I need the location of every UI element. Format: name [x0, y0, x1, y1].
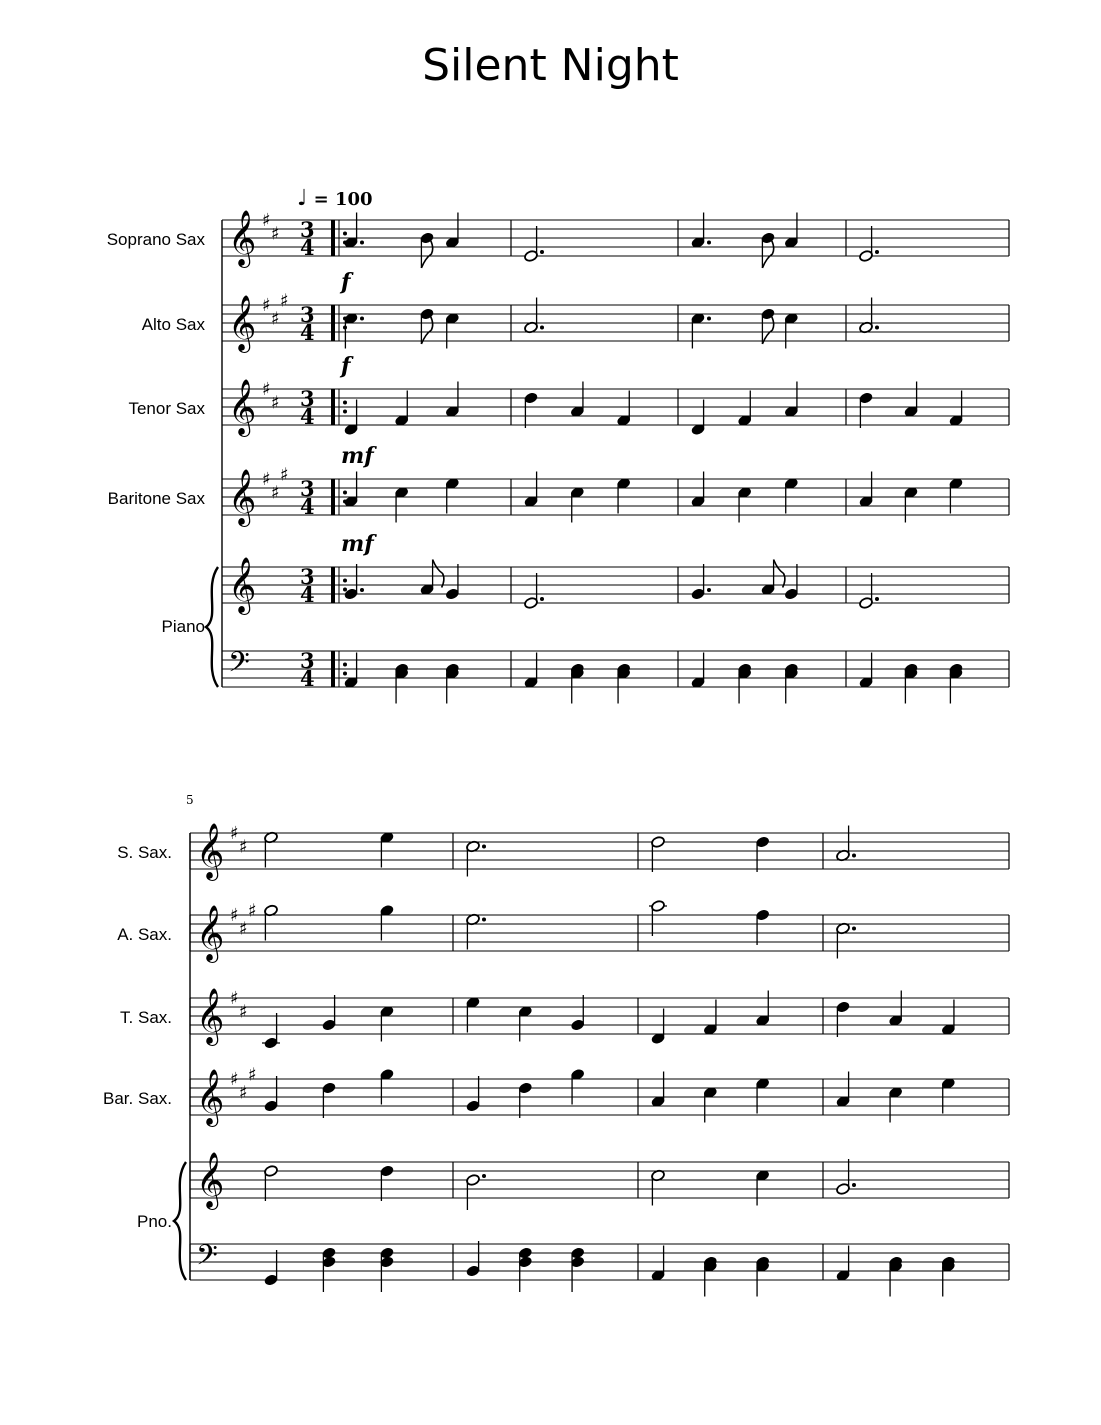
time-signature-bottom: 4	[300, 494, 315, 519]
dynamic-marking: mf	[341, 531, 374, 557]
instrument-name: Baritone Sax	[107, 489, 205, 508]
treble-clef-icon: 𝄞	[228, 469, 257, 525]
note	[518, 1005, 533, 1041]
note	[949, 391, 964, 427]
sharp-icon: ♯	[280, 464, 289, 486]
augmentation-dot	[540, 250, 544, 254]
note	[949, 477, 964, 513]
note	[466, 1174, 486, 1210]
note	[784, 213, 799, 249]
sharp-icon: ♯	[230, 988, 239, 1009]
time-signature-top: 3	[300, 648, 315, 673]
note	[941, 1000, 956, 1036]
note	[651, 1169, 666, 1205]
note	[322, 1247, 337, 1292]
sharp-icon: ♯	[230, 1069, 239, 1090]
note	[264, 831, 279, 867]
note	[784, 663, 799, 704]
augmentation-dot	[482, 918, 486, 922]
time-signature-top: 3	[300, 564, 315, 589]
note	[420, 308, 435, 344]
repeat-dot	[343, 232, 347, 236]
repeat-thick-bar	[331, 220, 335, 256]
note	[380, 1165, 395, 1201]
sharp-icon: ♯	[239, 1082, 248, 1104]
treble-clef-icon: 𝄞	[196, 1152, 225, 1208]
note	[691, 653, 706, 689]
note	[344, 653, 359, 689]
note	[524, 573, 544, 609]
sharp-icon: ♯	[230, 905, 239, 926]
note	[380, 1005, 395, 1041]
repeat-dot	[343, 491, 347, 495]
treble-clef-icon: 𝄞	[196, 1069, 225, 1125]
note	[836, 1159, 856, 1195]
note	[524, 226, 544, 262]
time-signature-bottom: 4	[300, 320, 315, 345]
augmentation-dot	[360, 241, 364, 245]
treble-clef-icon: 𝄞	[228, 379, 257, 435]
note	[264, 1165, 279, 1201]
note	[616, 477, 631, 513]
instrument-name: Tenor Sax	[128, 399, 205, 418]
note	[616, 391, 631, 427]
note	[380, 1247, 395, 1292]
time-signature-bottom: 4	[300, 666, 315, 691]
note	[784, 477, 799, 513]
note	[755, 1256, 770, 1297]
sharp-icon: ♯	[230, 823, 239, 844]
time-signature-top: 3	[300, 386, 315, 411]
augmentation-dot	[360, 317, 364, 321]
note	[380, 1068, 395, 1104]
note	[394, 486, 409, 522]
note	[949, 663, 964, 704]
note	[651, 1072, 666, 1108]
dynamic-marking: mf	[341, 443, 374, 469]
dynamic-marking: f	[341, 353, 351, 379]
note	[651, 836, 666, 872]
note	[570, 1247, 585, 1292]
grand-staff-brace	[206, 567, 218, 687]
note	[703, 1256, 718, 1297]
augmentation-dot	[875, 326, 879, 330]
time-signature-bottom: 4	[300, 404, 315, 429]
note	[737, 663, 752, 704]
sharp-icon: ♯	[239, 1001, 248, 1023]
note	[755, 836, 770, 872]
note	[703, 1000, 718, 1036]
instrument-name: Piano	[161, 617, 205, 636]
note	[941, 1077, 956, 1113]
augmentation-dot	[852, 927, 856, 931]
time-signature-top: 3	[300, 217, 315, 242]
note	[859, 226, 879, 262]
augmentation-dot	[707, 588, 711, 592]
repeat-dot	[343, 401, 347, 405]
note	[524, 472, 539, 508]
note	[904, 663, 919, 704]
note	[691, 213, 711, 249]
note	[784, 382, 799, 418]
note	[859, 472, 874, 508]
note	[466, 840, 486, 876]
note	[344, 213, 364, 249]
repeat-dot	[343, 588, 347, 592]
augmentation-dot	[360, 588, 364, 592]
sharp-icon: ♯	[239, 836, 248, 858]
note	[466, 913, 486, 949]
augmentation-dot	[540, 326, 544, 330]
instrument-name: Pno.	[137, 1212, 172, 1231]
note	[904, 382, 919, 418]
treble-clef-icon: 𝄞	[228, 557, 257, 613]
note	[859, 573, 879, 609]
note	[703, 1086, 718, 1122]
note	[466, 996, 481, 1032]
note	[737, 391, 752, 427]
note	[445, 477, 460, 513]
note	[651, 1009, 666, 1045]
note	[344, 564, 364, 600]
repeat-thick-bar	[331, 389, 335, 425]
repeat-thick-bar	[331, 479, 335, 515]
sharp-icon: ♯	[271, 392, 280, 414]
repeat-thick-bar	[331, 567, 335, 603]
note	[466, 1241, 481, 1277]
flag	[421, 316, 432, 344]
augmentation-dot	[875, 597, 879, 601]
note	[445, 213, 460, 249]
note	[836, 826, 856, 862]
note	[616, 663, 631, 704]
augmentation-dot	[482, 845, 486, 849]
instrument-name: Alto Sax	[141, 315, 205, 334]
note	[264, 1250, 279, 1286]
note	[570, 1068, 585, 1104]
note	[836, 1001, 851, 1037]
augmentation-dot	[707, 317, 711, 321]
note	[322, 995, 337, 1031]
note	[394, 663, 409, 704]
note	[904, 486, 919, 522]
augmentation-dot	[707, 241, 711, 245]
note	[262, 1013, 280, 1049]
note	[264, 904, 279, 940]
note	[836, 922, 856, 958]
note	[518, 1082, 533, 1118]
sharp-icon: ♯	[280, 290, 289, 312]
note	[888, 1256, 903, 1297]
note	[941, 1256, 956, 1297]
note	[761, 232, 776, 268]
augmentation-dot	[875, 250, 879, 254]
note	[761, 308, 776, 344]
instrument-name: T. Sax.	[120, 1008, 172, 1027]
note	[420, 232, 435, 268]
instrument-name: Soprano Sax	[106, 230, 205, 249]
time-signature-top: 3	[300, 476, 315, 501]
note	[264, 1076, 279, 1112]
note	[691, 472, 706, 508]
measure-number: 5	[186, 793, 194, 807]
tempo-value: = 100	[307, 189, 373, 210]
sharp-icon: ♯	[262, 295, 271, 316]
note	[859, 653, 874, 689]
sharp-icon: ♯	[271, 482, 280, 504]
sharp-icon: ♯	[271, 223, 280, 245]
note	[755, 991, 770, 1027]
flag	[433, 560, 444, 588]
note	[836, 1246, 851, 1282]
augmentation-dot	[852, 854, 856, 858]
flag	[774, 560, 785, 588]
repeat-thick-bar	[331, 651, 335, 687]
note	[755, 1077, 770, 1113]
time-signature-bottom: 4	[300, 235, 315, 260]
note	[755, 1169, 770, 1205]
flag	[421, 240, 432, 268]
note	[784, 564, 799, 600]
repeat-dot	[343, 410, 347, 414]
note	[466, 1076, 481, 1112]
instrument-name: A. Sax.	[117, 925, 172, 944]
sharp-icon: ♯	[262, 210, 271, 231]
repeat-thick-bar	[331, 305, 335, 341]
augmentation-dot	[482, 1174, 486, 1178]
note	[445, 564, 460, 600]
note	[344, 472, 359, 508]
note	[761, 560, 785, 596]
treble-clef-icon: 𝄞	[196, 988, 225, 1044]
time-signature-top: 3	[300, 302, 315, 327]
note	[691, 400, 706, 436]
note	[344, 312, 364, 348]
note	[737, 486, 752, 522]
note	[518, 1247, 533, 1292]
note	[691, 312, 711, 348]
instrument-name: Bar. Sax.	[103, 1089, 172, 1108]
dynamic-marking: f	[341, 269, 351, 295]
note	[445, 312, 460, 348]
sharp-icon: ♯	[239, 918, 248, 940]
note	[394, 391, 409, 427]
note	[570, 995, 585, 1031]
time-signature-bottom: 4	[300, 582, 315, 607]
note	[859, 298, 879, 334]
sharp-icon: ♯	[271, 308, 280, 330]
note	[888, 991, 903, 1027]
repeat-dot	[343, 579, 347, 583]
sharp-icon: ♯	[248, 900, 257, 922]
note	[570, 382, 585, 418]
bass-clef-icon: 𝄢	[196, 1239, 218, 1279]
note	[420, 560, 444, 596]
repeat-dot	[343, 663, 347, 667]
note	[380, 831, 395, 867]
note	[784, 312, 799, 348]
score-title: Silent Night	[422, 40, 679, 91]
note	[524, 392, 539, 428]
note	[322, 1082, 337, 1118]
augmentation-dot	[540, 597, 544, 601]
note	[570, 486, 585, 522]
bass-clef-icon: 𝄢	[228, 646, 250, 686]
note	[570, 663, 585, 704]
note	[344, 400, 359, 436]
tempo-marking	[297, 185, 373, 211]
note	[859, 392, 874, 428]
note	[888, 1086, 903, 1122]
note	[836, 1072, 851, 1108]
sharp-icon: ♯	[262, 379, 271, 400]
note	[380, 904, 395, 940]
note	[445, 382, 460, 418]
repeat-dot	[343, 672, 347, 676]
grand-staff-brace	[174, 1162, 186, 1280]
sharp-icon: ♯	[248, 1064, 257, 1086]
flag	[762, 316, 773, 344]
note	[755, 909, 770, 945]
note	[649, 900, 667, 936]
treble-clef-icon: 𝄞	[228, 295, 257, 351]
note	[524, 653, 539, 689]
note	[524, 298, 544, 334]
note	[651, 1246, 666, 1282]
note	[445, 663, 460, 704]
sharp-icon: ♯	[262, 469, 271, 490]
augmentation-dot	[852, 1183, 856, 1187]
flag	[762, 240, 773, 268]
instrument-name: S. Sax.	[117, 843, 172, 862]
treble-clef-icon: 𝄞	[228, 210, 257, 266]
treble-clef-icon: 𝄞	[196, 823, 225, 879]
quarter-note-icon: ♩	[297, 185, 308, 211]
treble-clef-icon: 𝄞	[196, 905, 225, 961]
note	[691, 564, 711, 600]
